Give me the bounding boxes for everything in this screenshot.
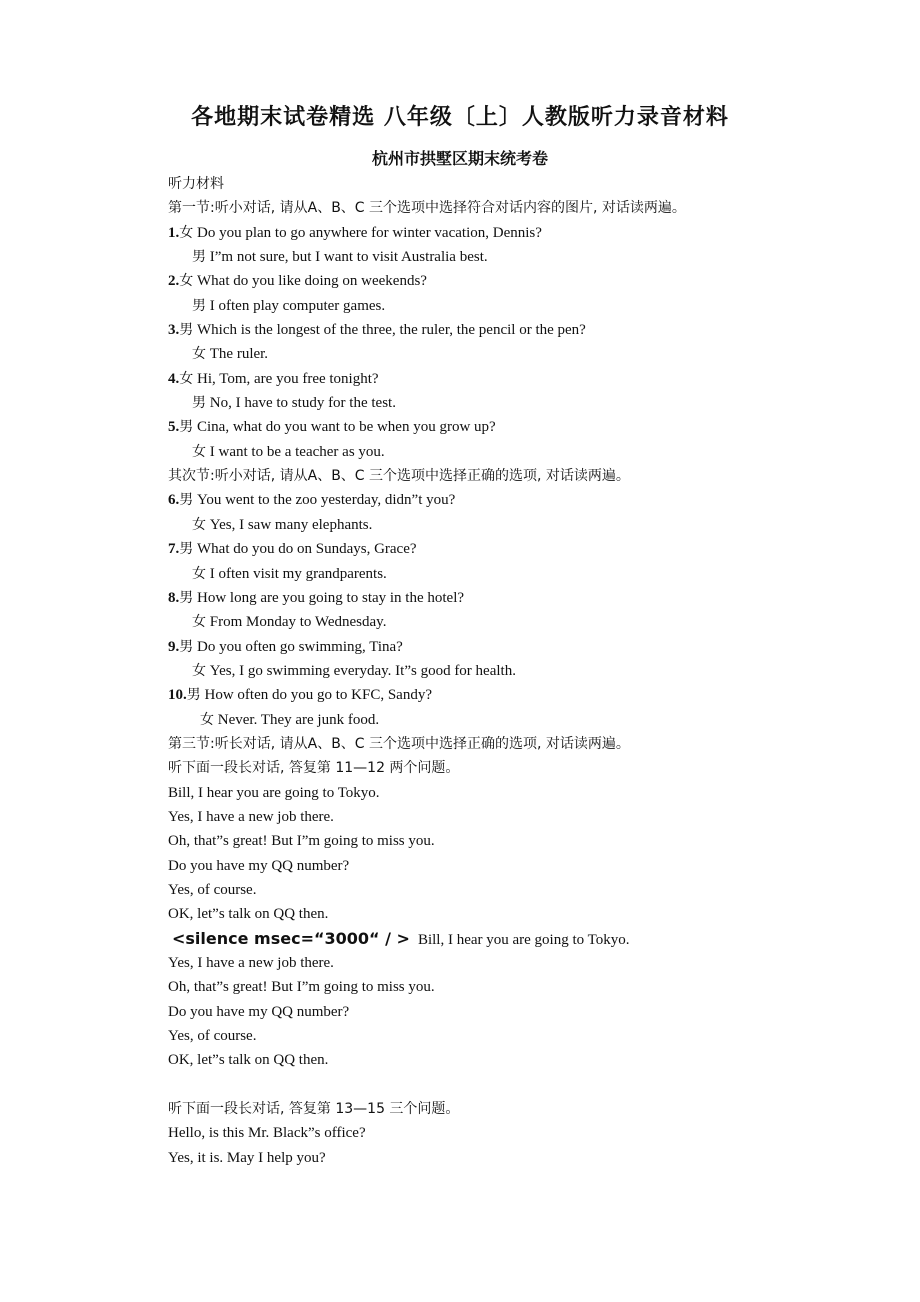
dialogue-line: 8.男 How long are you going to stay in the hotel? [168, 589, 465, 606]
long-dialogue-line: Hello, is this Mr. Black”s office? [168, 1125, 366, 1142]
section-3-instruction: 第三节:听长对话, 请从A、B、C 三个选项中选择正确的选项, 对话读两遍。 [168, 735, 630, 752]
dialogue-reply: 女 Yes, I go swimming everyday. It”s good for health. [192, 662, 516, 679]
dialogue-group-1 [168, 221, 808, 464]
silence-line: <silence msec=“3000“ / > Bill, I hear you are going to Tokyo. [168, 927, 808, 951]
dialogue-line: 9.男 Do you often go swimming, Tina? [168, 638, 403, 655]
long-dialogue-line: Yes, of course. [168, 1028, 257, 1045]
long-dialogue-line: Yes, I have a new job there. [168, 808, 334, 825]
dialogue-reply: 女 Never. They are junk food. [200, 711, 380, 728]
dialogue-reply: 男 No, I have to study for the test. [192, 395, 396, 412]
dialogue-line: 3.男 Which is the longest of the three, the ruler, the pencil or the pen? [168, 322, 586, 339]
dialogue-reply: 女 I often visit my grandparents. [192, 565, 387, 582]
dialogue-line: 1.女 Do you plan to go anywhere for winter vacation, Dennis? [168, 224, 542, 241]
long-dialogue-line: OK, let”s talk on QQ then. [168, 906, 329, 923]
dialogue-group-2 [168, 488, 808, 731]
dialogue-line: 4.女 Hi, Tom, are you free tonight? [168, 370, 379, 387]
dialogue-reply: 男 I”m not sure, but I want to visit Australia best. [192, 249, 488, 266]
long-dialogue-line: Oh, that”s great! But I”m going to miss you. [168, 979, 435, 996]
dialogue-reply: 女 The ruler. [192, 346, 269, 363]
document-subtitle: 杭州市拱墅区期末统考卷 [371, 149, 548, 168]
dialogue-reply: 女 I want to be a teacher as you. [192, 443, 385, 460]
long-dialogue-line: Yes, of course. [168, 881, 257, 898]
dialogue-reply: 女 From Monday to Wednesday. [192, 614, 387, 631]
long-dialogue-1-intro: 听下面一段长对话, 答复第 11—12 两个问题。 [168, 760, 460, 777]
long-dialogue-line: Oh, that”s great! But I”m going to miss you. [168, 833, 435, 850]
dialogue-line: 5.男 Cina, what do you want to be when you grow up? [168, 419, 496, 436]
long-dialogue-line: OK, let”s talk on QQ then. [168, 1052, 329, 1069]
silence-tag: <silence msec=“3000“ / > [172, 928, 410, 948]
long-dialogue-line: Do you have my QQ number? [168, 857, 350, 874]
dialogue-reply: 女 Yes, I saw many elephants. [192, 516, 373, 533]
section-heading: 听力材料 [168, 176, 224, 192]
long-dialogue-line: Yes, it is. May I help you? [168, 1149, 326, 1166]
section-1-instruction: 第一节:听小对话, 请从A、B、C 三个选项中选择符合对话内容的图片, 对话读两遍。 [168, 200, 686, 217]
long-dialogue-line: Yes, I have a new job there. [168, 955, 334, 971]
blank-line [168, 1073, 808, 1097]
long-dialogue-1 [168, 781, 808, 1073]
long-dialogue-line: Bill, I hear you are going to Tokyo. [168, 784, 380, 801]
dialogue-line: 2.女 What do you like doing on weekends? [168, 273, 427, 290]
section-2-instruction: 其次节:听小对话, 请从A、B、C 三个选项中选择正确的选项, 对话读两遍。 [168, 468, 630, 485]
document-body [168, 172, 808, 1170]
long-dialogue-2-intro: 听下面一段长对话, 答复第 13—15 三个问题。 [168, 1101, 460, 1118]
long-dialogue-line: Do you have my QQ number? [168, 1003, 350, 1020]
dialogue-reply: 男 I often play computer games. [192, 297, 386, 314]
long-dialogue-2 [168, 1121, 808, 1170]
dialogue-line: 10.男 How often do you go to KFC, Sandy? [168, 687, 432, 704]
document-title: 各地期末试卷精选 八年级〔上〕人教版听力录音材料 [191, 105, 729, 130]
dialogue-line: 6.男 You went to the zoo yesterday, didn”t you? [168, 492, 456, 509]
dialogue-line: 7.男 What do you do on Sundays, Grace? [168, 541, 417, 558]
